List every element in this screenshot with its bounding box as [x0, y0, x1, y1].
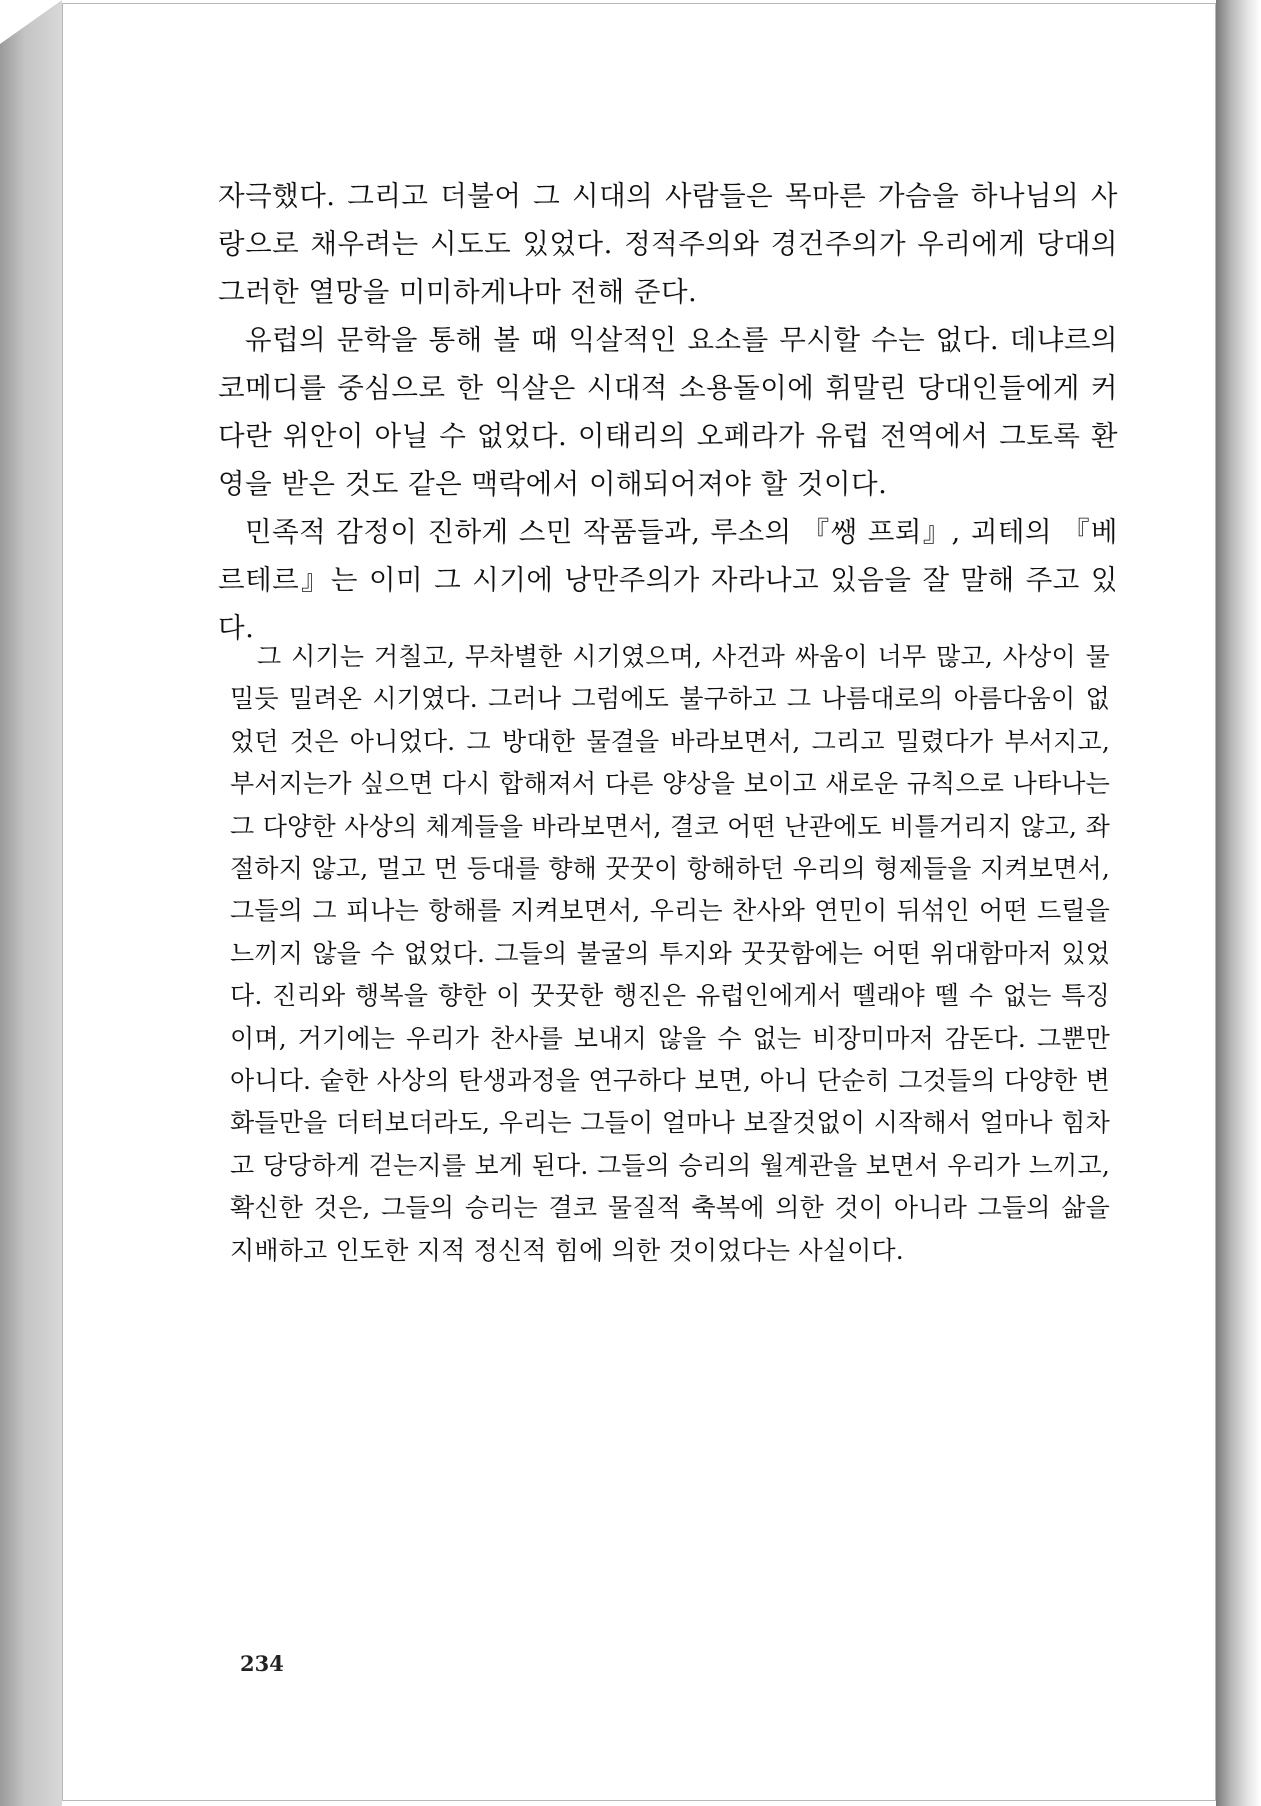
paragraph: 민족적 감정이 진하게 스민 작품들과, 루소의 『쌩 프뢰』, 괴테의 『베르테르』는 이미 그 시기에 낭만주의가 자라나고 있음을 잘 말해 주고 있다. [218, 516, 1118, 644]
page-number: 234 [240, 1651, 284, 1676]
page-edge-shadow [1216, 0, 1261, 1806]
paragraph: 유럽의 문학을 통해 볼 때 익살적인 요소를 무시할 수는 없다. 데냐르의 코메디를 중심으로 한 익살은 시대적 소용돌이에 휘말린 당대인들에게 커다란 위안이 아닐 수 없었다. 이태리의 오페라가 유럽 전역에서 그토록 환영을 받은 것도 같은 맥락에서 이해되어져야 할 것이다. [218, 324, 1118, 500]
paragraph: 자극했다. 그리고 더불어 그 시대의 사람들은 목마른 가슴을 하나님의 사랑으로 채우려는 시도도 있었다. 정적주의와 경건주의가 우리에게 당대의 그러한 열망을 미미하게나마 전해 준다. [218, 180, 1118, 308]
body-text-section-2 [230, 636, 1110, 1272]
paragraph: 그 시기는 거칠고, 무차별한 시기였으며, 사건과 싸움이 너무 많고, 사상이 물밀듯 밀려온 시기였다. 그러나 그럼에도 불구하고 그 나름대로의 아름다움이 없었던 것은 아니었다. 그 방대한 물결을 바라보면서, 그리고 밀렸다가 부서지고, 부서지는가 싶으면 다시 합해져서 다른 양상을 보이고 새로운 규칙으로 나타나는 그 다양한 사상의 체계들을 바라보면서, 결코 어떤 난관에도 비틀거리지 않고, 좌절하지 않고, 멀고 먼 등대를 향해 꿋꿋이 항해하던 우리의 형제들을 지켜보면서, 그들의 그 피나는 항해를 지켜보면서, 우리는 찬사와 연민이 뒤섞인 어떤 드릴을 느끼지 않을 수 없었다. 그들의 불굴의 투지와 꿋꿋함에는 어떤 위대함마저 있었다. 진리와 행복을 향한 이 꿋꿋한 행진은 유럽인에게서 뗄래야 뗄 수 없는 특징이며, 거기에는 우리가 찬사를 보내지 않을 수 없는 비장미마저 감돈다. 그뿐만 아니다. 숱한 사상의 탄생과정을 연구하다 보면, 아니 단순히 그것들의 다양한 변화들만을 더터보더라도, 우리는 그들이 얼마나 보잘것없이 시작해서 얼마나 힘차고 당당하게 걷는지를 보게 된다. 그들의 승리의 월계관을 보면서 우리가 느끼고, 확신한 것은, 그들의 승리는 결코 물질적 축복에 의한 것이 아니라 그들의 삶을 지배하고 인도한 지적 정신적 힘에 의한 것이었다는 사실이다. [230, 642, 1110, 1265]
body-text-section-1 [218, 172, 1118, 652]
book-spine [0, 0, 62, 1806]
